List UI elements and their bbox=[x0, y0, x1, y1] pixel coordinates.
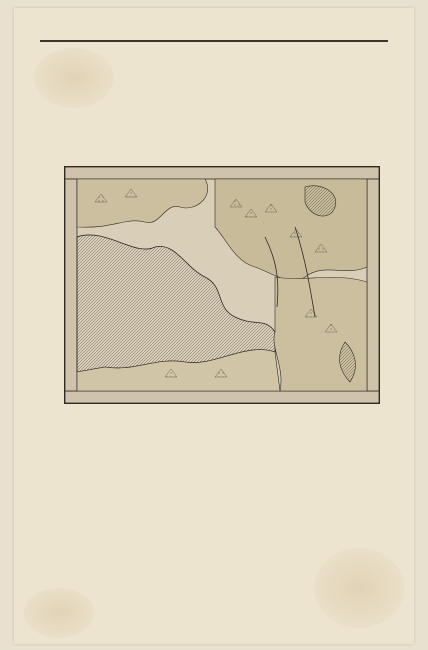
running-header bbox=[14, 28, 414, 46]
book-page bbox=[14, 8, 414, 644]
woodcut-map bbox=[64, 166, 380, 404]
map-graphic bbox=[65, 167, 379, 403]
header-rule bbox=[40, 40, 388, 42]
